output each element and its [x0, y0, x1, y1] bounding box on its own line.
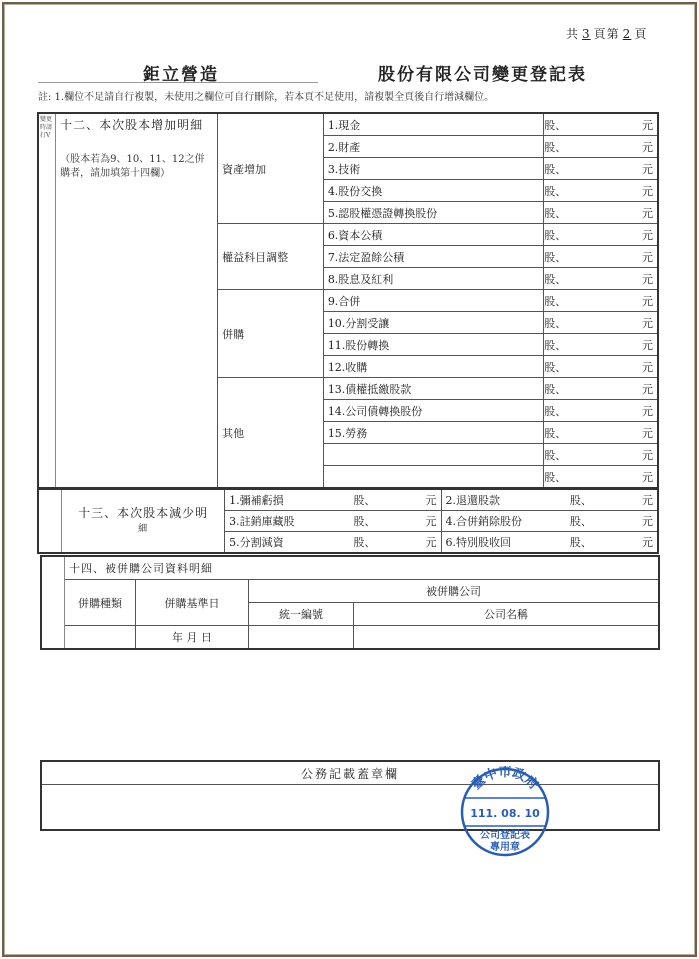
section12-mark-cell[interactable]: 變更時請打V [38, 113, 56, 488]
shares-field[interactable]: 股、 [566, 532, 635, 554]
section14-mark-cell[interactable] [41, 556, 65, 649]
page-total: 3 [582, 27, 591, 41]
item-label: 5.認股權憑證轉換股份 [323, 202, 543, 224]
amount-field[interactable]: 元 [619, 400, 658, 422]
section13-title-tail: 細 [138, 524, 149, 534]
amount-field[interactable]: 元 [619, 268, 658, 290]
shares-field[interactable]: 股、 [544, 290, 619, 312]
amount-field[interactable]: 元 [619, 158, 658, 180]
page-prefix: 共 [566, 27, 580, 41]
page-mid: 頁第 [593, 27, 620, 41]
group-label: 其他 [218, 378, 324, 489]
seal-top-text: 臺中市政府 [469, 766, 541, 793]
merger-type-field[interactable] [65, 626, 136, 650]
amount-field[interactable]: 元 [619, 444, 658, 466]
item-label: 4.股份交換 [323, 180, 543, 202]
amount-field[interactable]: 元 [418, 511, 441, 532]
section13-title: 十三、本次股本減少明 [78, 506, 209, 520]
group-label: 併購 [218, 290, 324, 378]
section13-row [38, 489, 658, 511]
shares-field[interactable]: 股、 [544, 334, 619, 356]
item-label: 3.技術 [323, 158, 543, 180]
item-label: 2.財產 [323, 136, 543, 158]
reduction-item-label: 6.特別股收回 [441, 532, 566, 554]
company-name: 鉅立營造 [143, 65, 219, 85]
seal-bottom-text-2: 專用章 [490, 842, 520, 853]
amount-field[interactable]: 元 [619, 180, 658, 202]
shares-field[interactable]: 股、 [350, 511, 419, 532]
item-label: 8.股息及紅利 [323, 268, 543, 290]
section13-table [37, 488, 659, 554]
amount-field[interactable]: 元 [619, 113, 658, 136]
official-stamp-area [41, 785, 659, 831]
shares-field[interactable]: 股、 [544, 312, 619, 334]
item-label: 12.收購 [323, 356, 543, 378]
amount-field[interactable]: 元 [635, 532, 658, 554]
shares-field[interactable]: 股、 [544, 268, 619, 290]
title-underline [38, 82, 318, 83]
seal-bottom-text-1: 公司登記表 [480, 830, 530, 841]
reduction-item-label: 2.退還股款 [441, 489, 566, 511]
group-label: 權益科目調整 [218, 224, 324, 290]
section13-mark-cell[interactable] [38, 489, 62, 553]
section12-subtitle: （股本若為9、10、11、12之併購者，請加填第十四欄） [60, 154, 205, 179]
amount-field[interactable]: 元 [619, 378, 658, 400]
section13-header [62, 489, 225, 553]
shares-field[interactable]: 股、 [544, 466, 619, 489]
amount-field[interactable]: 元 [619, 312, 658, 334]
page-suffix: 頁 [634, 27, 648, 41]
shares-field[interactable]: 股、 [544, 180, 619, 202]
reduction-item-label: 4.合併銷除股份 [441, 511, 566, 532]
company-name-field[interactable] [354, 626, 660, 650]
amount-field[interactable]: 元 [619, 224, 658, 246]
page-indicator [566, 25, 647, 42]
section12-header [56, 113, 218, 488]
col-merger-date: 併購基準日 [136, 580, 249, 626]
amount-field[interactable]: 元 [619, 334, 658, 356]
amount-field[interactable]: 元 [619, 136, 658, 158]
shares-field[interactable]: 股、 [544, 113, 619, 136]
amount-field[interactable]: 元 [635, 489, 658, 511]
shares-field[interactable]: 股、 [544, 158, 619, 180]
page-current: 2 [622, 27, 632, 41]
section12-title: 十二、本次股本增加明細 [60, 118, 204, 132]
seal-date: 111. 08. 10 [470, 807, 540, 820]
shares-field[interactable]: 股、 [544, 356, 619, 378]
item-label: 1.現金 [323, 113, 543, 136]
shares-field[interactable]: 股、 [350, 489, 419, 511]
unified-id-field[interactable] [249, 626, 354, 650]
col-acquired-company: 被併購公司 [249, 580, 660, 603]
group-label: 資產增加 [218, 113, 324, 224]
shares-field[interactable]: 股、 [544, 246, 619, 268]
amount-field[interactable]: 元 [619, 356, 658, 378]
form-note: 註: 1.欄位不足請自行複製，未使用之欄位可自行刪除，若本頁不足使用，請複製全頁後自行增減欄位。 [38, 92, 495, 103]
col-merger-type: 併購種類 [65, 580, 136, 626]
item-label: 6.資本公積 [323, 224, 543, 246]
amount-field[interactable]: 元 [619, 290, 658, 312]
amount-field[interactable]: 元 [619, 466, 658, 489]
shares-field[interactable]: 股、 [544, 378, 619, 400]
shares-field[interactable]: 股、 [566, 489, 635, 511]
item-label: 7.法定盈餘公積 [323, 246, 543, 268]
shares-field[interactable]: 股、 [350, 532, 419, 554]
shares-field[interactable]: 股、 [544, 444, 619, 466]
form-title: 股份有限公司變更登記表 [378, 65, 587, 85]
government-seal [457, 766, 553, 858]
shares-field[interactable]: 股、 [544, 422, 619, 444]
col-unified-id: 統一編號 [249, 603, 354, 626]
section14-title: 十四、被併購公司資料明細 [65, 556, 660, 580]
item-label: 11.股份轉換 [323, 334, 543, 356]
shares-field[interactable]: 股、 [544, 400, 619, 422]
section14-table [40, 555, 660, 650]
section12-table [37, 112, 659, 489]
section12-row [38, 113, 658, 136]
item-label: 14.公司債轉換股份 [323, 400, 543, 422]
amount-field[interactable]: 元 [418, 489, 441, 511]
col-company-name: 公司名稱 [354, 603, 660, 626]
shares-field[interactable]: 股、 [544, 202, 619, 224]
shares-field[interactable]: 股、 [544, 136, 619, 158]
amount-field[interactable]: 元 [635, 511, 658, 532]
item-label: 13.債權抵繳股款 [323, 378, 543, 400]
item-label: 9.合併 [323, 290, 543, 312]
reduction-item-label: 1.彌補虧損 [225, 489, 350, 511]
amount-field[interactable]: 元 [619, 422, 658, 444]
amount-field[interactable]: 元 [418, 532, 441, 554]
official-stamp-table [40, 760, 660, 831]
reduction-item-label: 5.分割減資 [225, 532, 350, 554]
item-label: 15.勞務 [323, 422, 543, 444]
item-label: 10.分割受讓 [323, 312, 543, 334]
merger-date-field[interactable]: 年 月 日 [136, 626, 249, 650]
item-label [323, 444, 543, 466]
item-label [323, 466, 543, 489]
amount-field[interactable]: 元 [619, 202, 658, 224]
reduction-item-label: 3.註銷庫藏股 [225, 511, 350, 532]
shares-field[interactable]: 股、 [566, 511, 635, 532]
official-stamp-title: 公務記載蓋章欄 [41, 761, 659, 785]
amount-field[interactable]: 元 [619, 246, 658, 268]
shares-field[interactable]: 股、 [544, 224, 619, 246]
